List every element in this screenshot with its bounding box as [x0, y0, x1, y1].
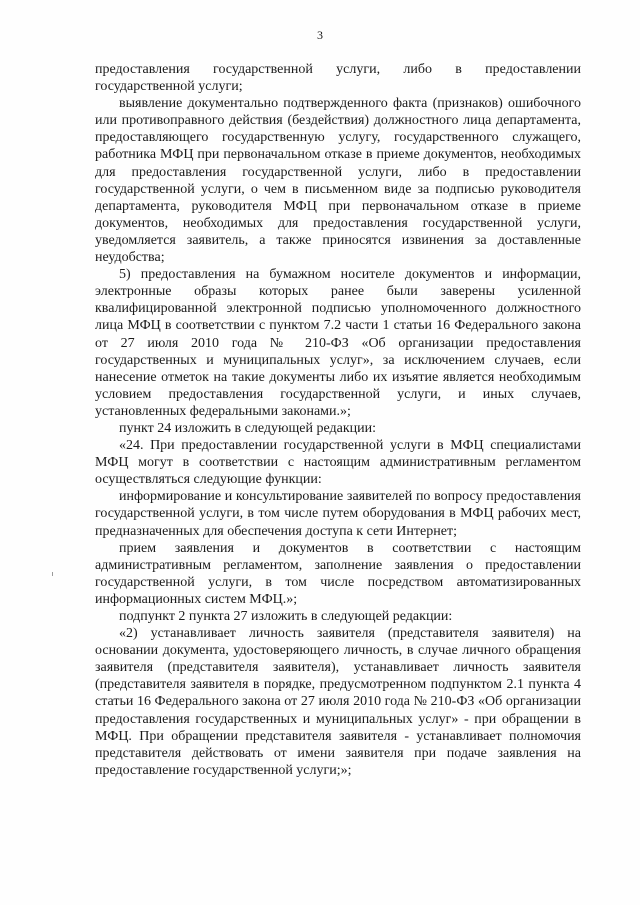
- paragraph-subpoint-2: «2) устанавливает личность заявителя (представителя заявителя) на основании документа, удостоверяющего личность, в случае личного обращения заявителя (представителя заявителя), устанавливает личность заявителя (представителя заявителя в порядке, предусмотренном подпунктом 2.1 пункта 4 статьи 16 Федерального закона от 27 июля 2010 года № 210-ФЗ «Об организации предоставления государственных и муниципальных услуг» - при обращении в МФЦ. При обращении представителя заявителя - устанавливает полномочия представителя действовать от имени заявителя при подаче заявления на предоставление государственной услуги;»;: [95, 626, 581, 778]
- paragraph-violation-fact: выявление документально подтвержденного факта (признаков) ошибочного или противоправного действия (бездействия) должностного лица департамента, предоставляющего государственную услугу, государственного служащего, работника МФЦ при первоначальном отказе в приеме документов, необходимых для предоставления государственной услуги, либо в предоставлении государственной услуги, о чем в письменном виде за подписью руководителя департамента, руководителя МФЦ при первоначальном отказе в приеме документов, необходимых для предоставления государственной услуги, уведомляется заявитель, а также приносятся извинения за доставленные неудобства;: [95, 96, 581, 266]
- paragraph-continuation: предоставления государственной услуги, либо в предоставлении государственной услуги;: [95, 62, 581, 95]
- margin-mark: [52, 572, 53, 576]
- document-body: [95, 61, 581, 779]
- paragraph-item-5: 5) предоставления на бумажном носителе документов и информации, электронные образы которых ранее были заверены усиленной квалифицированной электронной подписью уполномоченного должностного лица МФЦ в соответствии с пунктом 7.2 части 1 статьи 16 Федерального закона от 27 июля 2010 года № 210-ФЗ «Об организации предоставления государственных и муниципальных услуг», за исключением случаев, если нанесение отметок на такие документы либо их изъятие является необходимым условием предоставления государственной услуги, и иных случаев, установленных федеральными законами.»;: [95, 267, 581, 419]
- paragraph-amend-subpoint-2: подпункт 2 пункта 27 изложить в следующей редакции:: [119, 609, 453, 624]
- paragraph-reception: прием заявления и документов в соответствии с настоящим административным регламентом, заполнение заявления о предоставлении государственной услуги, в том числе посредством автоматизированных информационных систем МФЦ.»;: [95, 540, 581, 607]
- paragraph-point-24: «24. При предоставлении государственной услуги в МФЦ специалистами МФЦ могут в соответствии с настоящим административным регламентом осуществляться следующие функции:: [95, 438, 581, 488]
- page-number: 3: [317, 28, 323, 42]
- paragraph-amend-point-24: пункт 24 изложить в следующей редакции:: [119, 420, 376, 436]
- paragraph-informing: информирование и консультирование заявителей по вопросу предоставления государственной услуги, в том числе путем оборудования в МФЦ рабочих мест, предназначенных для обеспечения доступа к сети Интернет;: [95, 489, 581, 539]
